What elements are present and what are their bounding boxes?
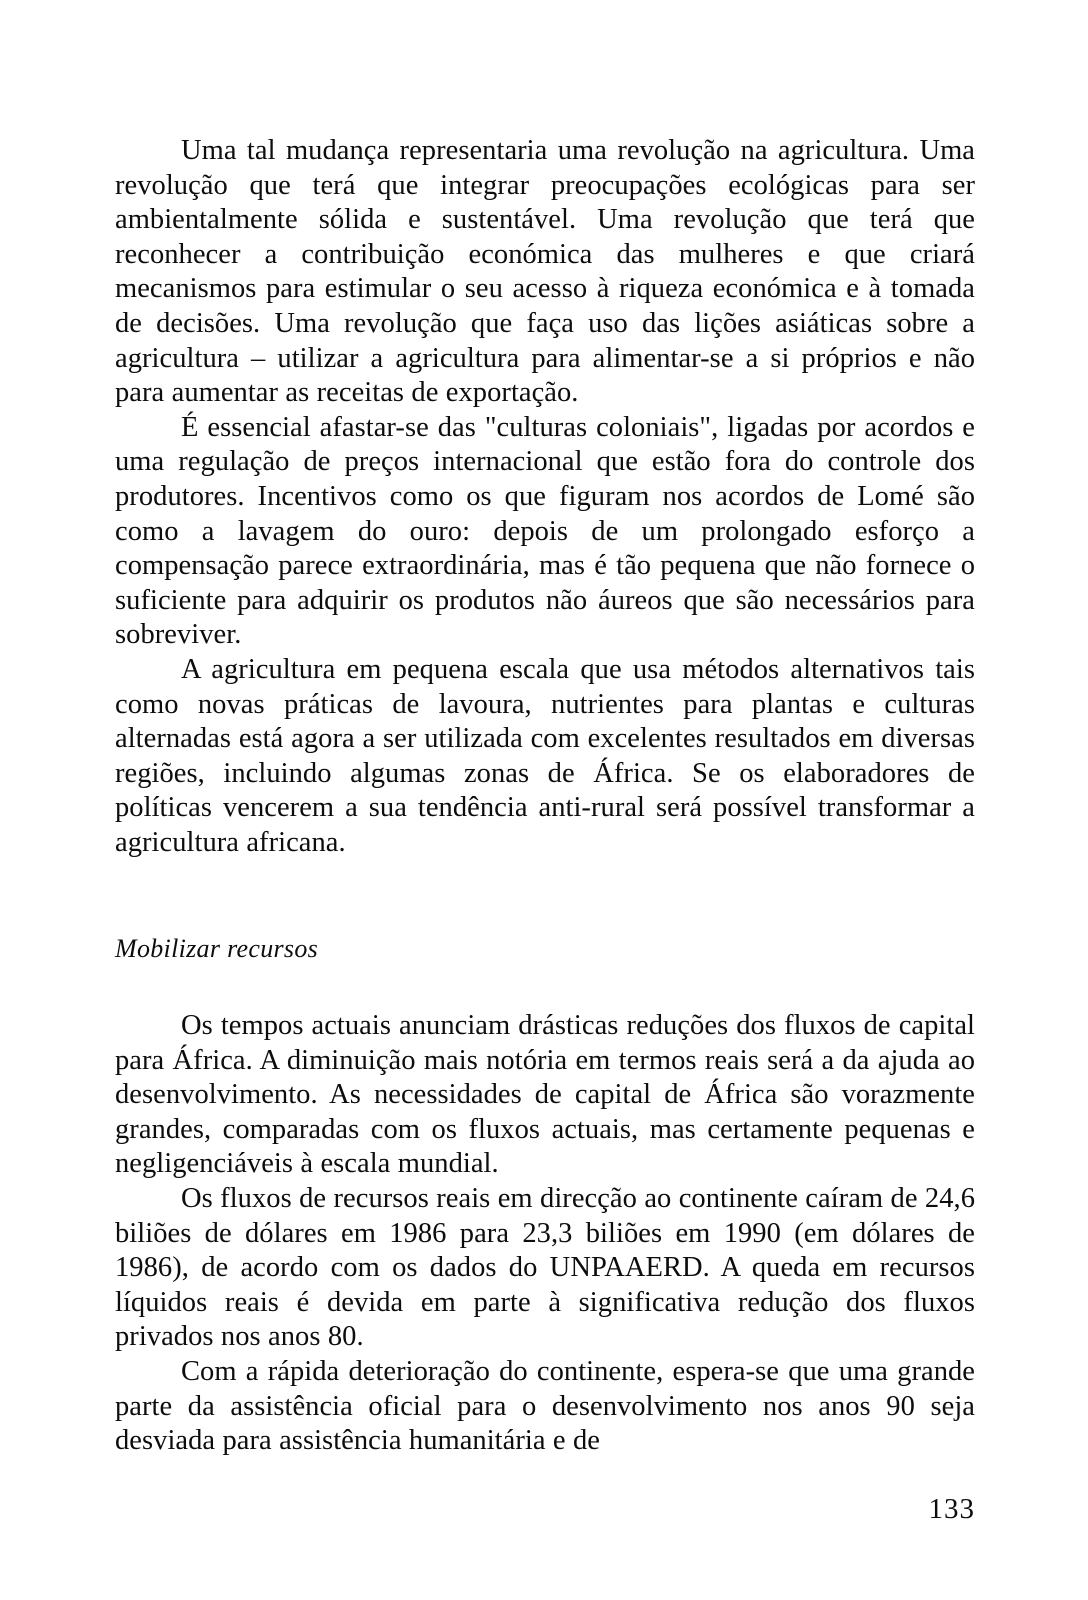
- text-column: [115, 134, 975, 1459]
- body-paragraph-3: A agricultura em pequena escala que usa métodos alternativos tais como novas práticas de lavoura, nutrientes para plantas e culturas alternadas está agora a ser utilizada com excelentes resultados em diversas regiões, incluindo algumas zonas de África. Se os elaboradores de políticas vencerem a sua tendência anti-rural será possível transformar a agricultura africana.: [115, 653, 975, 858]
- body-paragraph-5: Os fluxos de recursos reais em direcção ao continente caíram de 24,6 biliões de dólares em 1986 para 23,3 biliões em 1990 (em dólares de 1986), de acordo com os dados do UNPAAERD. A queda em recursos líquidos reais é devida em parte à significativa redução dos fluxos privados nos anos 80.: [115, 1183, 975, 1353]
- body-paragraph-6: Com a rápida deterioração do continente, espera-se que uma grande parte da assistência oficial para o desenvolvimento nos anos 90 seja desviada para assistência humanitária e de: [115, 1356, 975, 1457]
- section-heading-mobilizar-recursos: Mobilizar recursos: [115, 934, 319, 964]
- page-number: 133: [928, 1493, 975, 1525]
- heading-spacer-below: [115, 967, 975, 1009]
- body-paragraph-1: Uma tal mudança representaria uma revolução na agricultura. Uma revolução que terá que integrar preocupações ecológicas para ser ambientalmente sólida e sustentável. Uma revolução que terá que reconhecer a contribuição económica das mulheres e que criará mecanismos para estimular o seu acesso à riqueza económica e à tomada de decisões. Uma revolução que faça uso das lições asiáticas sobre a agricultura – utilizar a agricultura para alimentar-se a si próprios e não para aumentar as receitas de exportação.: [115, 135, 975, 409]
- body-paragraph-4: Os tempos actuais anunciam drásticas reduções dos fluxos de capital para África. A diminuição mais notória em termos reais será a da ajuda ao desenvolvimento. As necessidades de capital de África são vorazmente grandes, comparadas com os fluxos actuais, mas certamente pequenas e negligenciáveis à escala mundial.: [115, 1010, 975, 1180]
- heading-spacer-above: [115, 860, 975, 932]
- body-paragraph-2: É essencial afastar-se das "culturas coloniais", ligadas por acordos e uma regulação de preços internacional que estão fora do controle dos produtores. Incentivos como os que figuram nos acordos de Lomé são como a lavagem do ouro: depois de um prolongado esforço a compensação parece extraordinária, mas é tão pequena que não fornece o suficiente para adquirir os produtos não áureos que são necessários para sobreviver.: [115, 411, 975, 651]
